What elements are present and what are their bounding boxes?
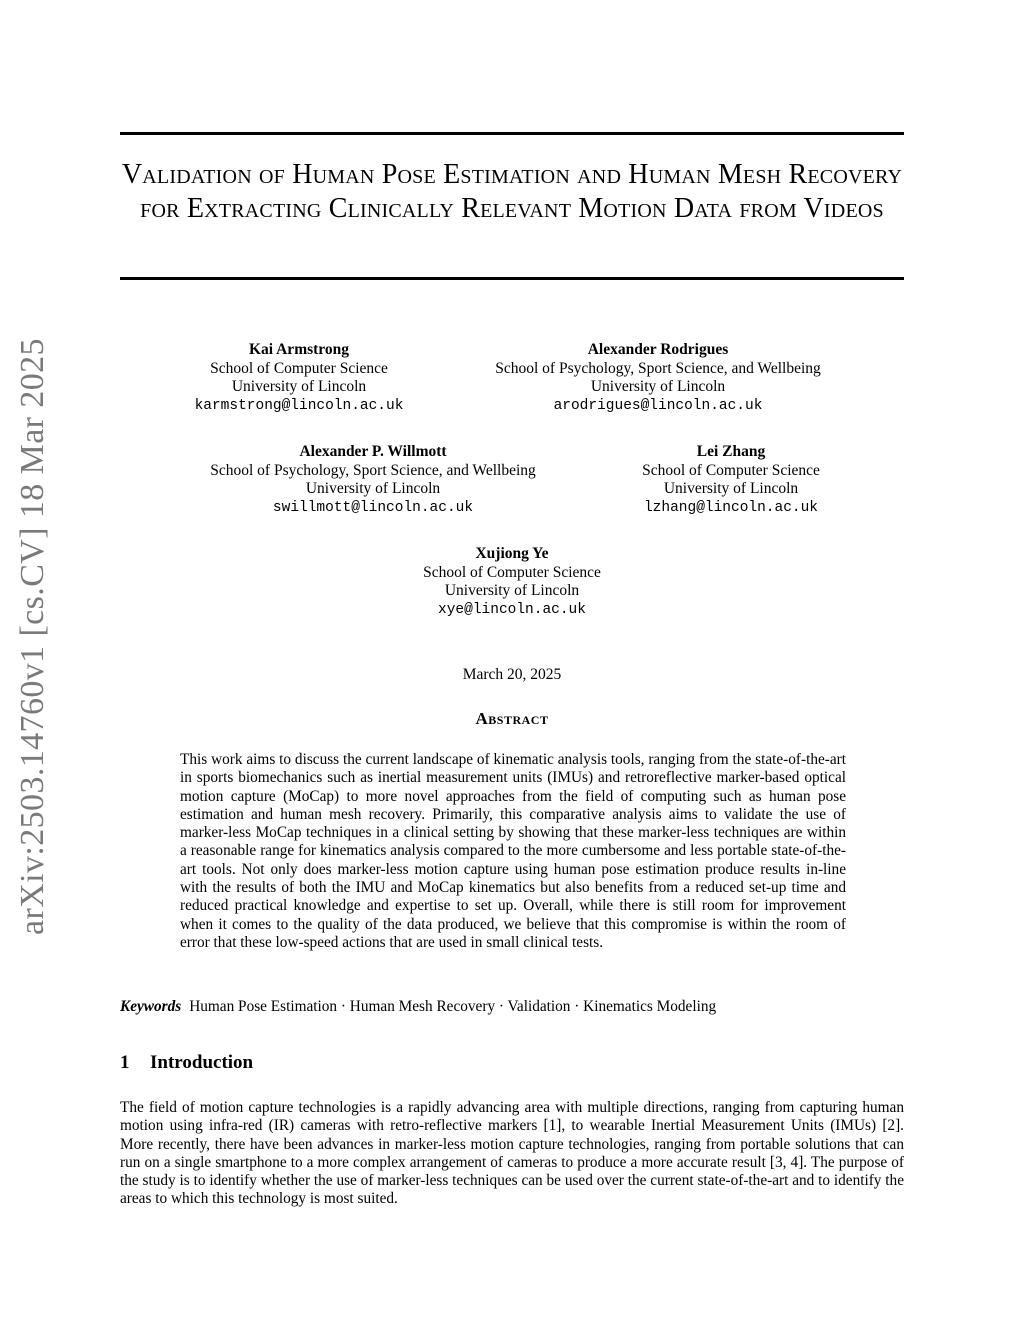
author-school: School of Computer Science <box>423 563 601 581</box>
author-school: School of Psychology, Sport Science, and Wellbeing <box>495 359 821 377</box>
author-name: Alexander Rodrigues <box>587 341 729 358</box>
author-name: Kai Armstrong <box>248 341 350 358</box>
author-school: School of Psychology, Sport Science, and Wellbeing <box>210 461 536 479</box>
author-university: University of Lincoln <box>663 480 799 497</box>
abstract-heading: Abstract <box>475 709 549 728</box>
arxiv-identifier-stamp: arXiv:2503.14760v1 [cs.CV] 18 Mar 2025 <box>14 338 51 935</box>
author-email[interactable]: lzhang@lincoln.ac.uk <box>643 499 819 516</box>
author-university: University of Lincoln <box>444 582 580 599</box>
section-heading <box>120 1052 253 1074</box>
paper-title: Validation of Human Pose Estimation and Human Mesh Recovery for Extracting Clinically Relevant Motion Data from Videos <box>121 159 903 224</box>
keywords-line <box>120 998 904 1016</box>
author-school: School of Computer Science <box>210 359 388 377</box>
keywords-text: Human Pose Estimation · Human Mesh Recovery · Validation · Kinematics Modeling <box>189 998 717 1015</box>
keywords-label: Keywords <box>120 998 182 1015</box>
author-block <box>186 341 412 415</box>
author-school: School of Computer Science <box>642 461 820 479</box>
author-email[interactable]: xye@lincoln.ac.uk <box>438 601 586 618</box>
author-name: Alexander P. Willmott <box>299 443 447 460</box>
section-number: 1 <box>120 1052 130 1073</box>
author-email[interactable]: swillmott@lincoln.ac.uk <box>272 499 474 516</box>
author-university: University of Lincoln <box>231 378 367 395</box>
section-title: Introduction <box>150 1052 254 1073</box>
title-top-rule <box>120 132 904 135</box>
abstract-text: This work aims to discuss the current landscape of kinematic analysis tools, ranging from the state-of-the-art in sports biomechanics such as inertial measurement units (IMUs) and retroreflective marker-based optical motion capture (MoCap) to more novel approaches from the field of computing such as human pose estimation and human mesh recovery. Primarily, this comparative analysis aims to validate the use of marker-less MoCap techniques in a clinical setting by showing that these marker-less techniques are within a reasonable range for kinematics analysis compared to the more cumbersome and less portable state-of-the-art tools. Not only does marker-less motion capture using human pose estimation produce results in-line with the results of both the IMU and MoCap kinematics but also benefits from a reduced set-up time and reduced practical knowledge and expertise to set up. Overall, while there is still room for improvement when it comes to the quality of the data produced, we believe that this compromise is within the room of error that these low-speed actions that are used in small clinical tests. <box>180 751 846 951</box>
publication-date: March 20, 2025 <box>462 666 562 683</box>
author-block <box>472 341 844 415</box>
author-name: Lei Zhang <box>696 443 766 460</box>
author-block <box>400 545 624 619</box>
author-email[interactable]: arodrigues@lincoln.ac.uk <box>553 397 763 414</box>
author-email[interactable]: karmstrong@lincoln.ac.uk <box>194 397 404 414</box>
introduction-text: The field of motion capture technologies is a rapidly advancing area with multiple directions, ranging from capturing human motion using infra-red (IR) cameras with retro-reflective markers [1], to wearable Inertial Measurement Units (IMUs) [2]. More recently, there have been advances in marker-less motion capture technologies, ranging from portable solutions that can run on a single smartphone to a more complex arrangement of cameras to produce a more accurate result [3, 4]. The purpose of the study is to identify whether the use of marker-less techniques can be used over the current state-of-the-art and to identify the areas to which this technology is most suited. <box>120 1099 904 1208</box>
author-university: University of Lincoln <box>590 378 726 395</box>
author-university: University of Lincoln <box>305 480 441 497</box>
author-block <box>626 443 836 517</box>
title-bottom-rule <box>120 277 904 280</box>
author-block <box>190 443 556 517</box>
author-name: Xujiong Ye <box>475 545 549 562</box>
